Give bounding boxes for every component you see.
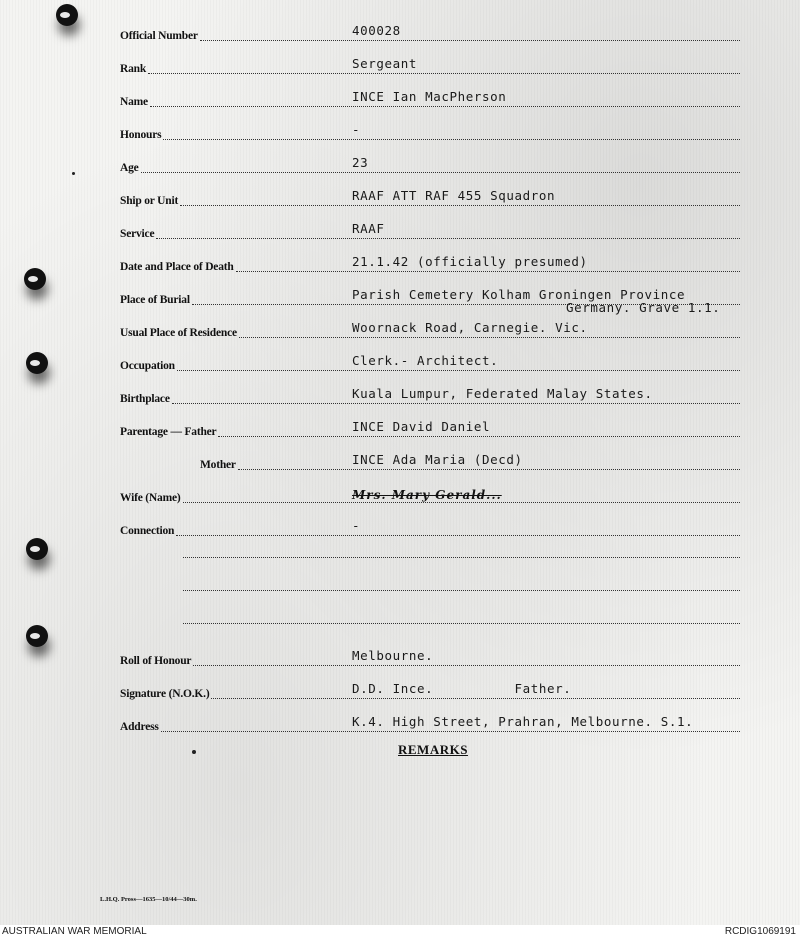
blank-dotted-line <box>183 590 740 591</box>
archive-footer <box>0 925 800 938</box>
dotted-line <box>161 731 740 732</box>
dotted-line <box>177 370 740 371</box>
dotted-line <box>156 238 740 239</box>
field-date-place-of-death <box>0 253 800 275</box>
field-value: RAAF ATT RAF 455 Squadron <box>352 188 556 203</box>
field-birthplace <box>0 385 800 407</box>
remarks-heading: REMARKS <box>398 742 468 757</box>
field-value-handwritten: Mrs. Mary Gerald... <box>352 488 502 502</box>
field-label: Ship or Unit <box>120 195 179 207</box>
footer-credit: AUSTRALIAN WAR MEMORIAL <box>2 926 147 937</box>
dotted-line <box>200 40 740 41</box>
dotted-line <box>150 106 740 107</box>
field-address <box>0 713 800 735</box>
field-label: Connection <box>120 525 175 537</box>
field-connection <box>0 517 800 539</box>
field-value-line2: Germany. Grave 1.1. <box>566 300 721 315</box>
field-label: Mother <box>200 459 236 471</box>
field-official-number <box>0 22 800 44</box>
field-label: Wife (Name) <box>120 492 181 504</box>
dotted-line <box>172 403 740 404</box>
field-occupation <box>0 352 800 374</box>
field-label: Address <box>120 721 159 733</box>
field-label: Age <box>120 162 139 174</box>
dotted-line <box>148 73 740 74</box>
field-service <box>0 220 800 242</box>
field-value: Parish Cemetery Kolham Groningen Province <box>352 287 686 302</box>
field-value: - <box>352 122 361 137</box>
field-value: Woornack Road, Carnegie. Vic. <box>352 320 588 335</box>
dotted-line <box>218 436 740 437</box>
field-label: Signature (N.O.K.) <box>120 688 210 700</box>
field-value: K.4. High Street, Prahran, Melbourne. S.1. <box>352 714 694 729</box>
field-label: Rank <box>120 63 147 75</box>
field-label: Usual Place of Residence <box>120 327 237 339</box>
dotted-line <box>193 665 740 666</box>
dotted-line <box>141 172 740 173</box>
field-value: 400028 <box>352 23 401 38</box>
field-place-of-burial <box>0 286 800 315</box>
field-label: Service <box>120 228 155 240</box>
field-wife-name <box>0 484 800 506</box>
field-value: 23 <box>352 155 369 170</box>
field-age <box>0 154 800 176</box>
dotted-line <box>238 469 740 470</box>
dotted-line <box>176 535 740 536</box>
field-label: Official Number <box>120 30 198 42</box>
field-value: INCE David Daniel <box>352 419 491 434</box>
blank-dotted-line <box>183 623 740 624</box>
field-value: INCE Ada Maria (Decd) <box>352 452 523 467</box>
field-name <box>0 88 800 110</box>
field-label: Honours <box>120 129 162 141</box>
field-label: Roll of Honour <box>120 655 192 667</box>
field-value: INCE Ian MacPherson <box>352 89 507 104</box>
field-label: Birthplace <box>120 393 170 405</box>
field-value: Kuala Lumpur, Federated Malay States. <box>352 386 653 401</box>
field-value: 21.1.42 (officially presumed) <box>352 254 588 269</box>
field-value: Clerk.- Architect. <box>352 353 499 368</box>
field-honours <box>0 121 800 143</box>
field-rank <box>0 55 800 77</box>
field-label: Name <box>120 96 148 108</box>
punch-hole-icon <box>26 538 48 560</box>
dotted-line <box>239 337 740 338</box>
field-value: D.D. Ince. Father. <box>352 681 572 696</box>
field-ship-or-unit <box>0 187 800 209</box>
punch-hole-icon <box>26 625 48 647</box>
field-parentage-father <box>0 418 800 440</box>
form-code: L.H.Q. Pross—1635—10/44—30m. <box>100 896 197 903</box>
dotted-line <box>211 698 740 699</box>
dotted-line <box>180 205 740 206</box>
field-value: Sergeant <box>352 56 418 71</box>
field-roll-of-honour <box>0 647 800 669</box>
dotted-line <box>183 502 740 503</box>
field-usual-residence <box>0 319 800 341</box>
dotted-line <box>163 139 740 140</box>
footer-id: RCDIG1069191 <box>724 926 796 937</box>
field-label: Occupation <box>120 360 175 372</box>
dotted-line <box>236 271 740 272</box>
ink-speck <box>192 750 196 754</box>
field-label: Place of Burial <box>120 294 190 306</box>
field-value: - <box>352 518 361 533</box>
blank-dotted-line <box>183 557 740 558</box>
field-mother <box>0 451 800 473</box>
field-label: Date and Place of Death <box>120 261 234 273</box>
field-label: Parentage — Father <box>120 426 217 438</box>
field-value: RAAF <box>352 221 385 236</box>
field-value: Melbourne. <box>352 648 434 663</box>
field-signature-nok <box>0 680 800 702</box>
